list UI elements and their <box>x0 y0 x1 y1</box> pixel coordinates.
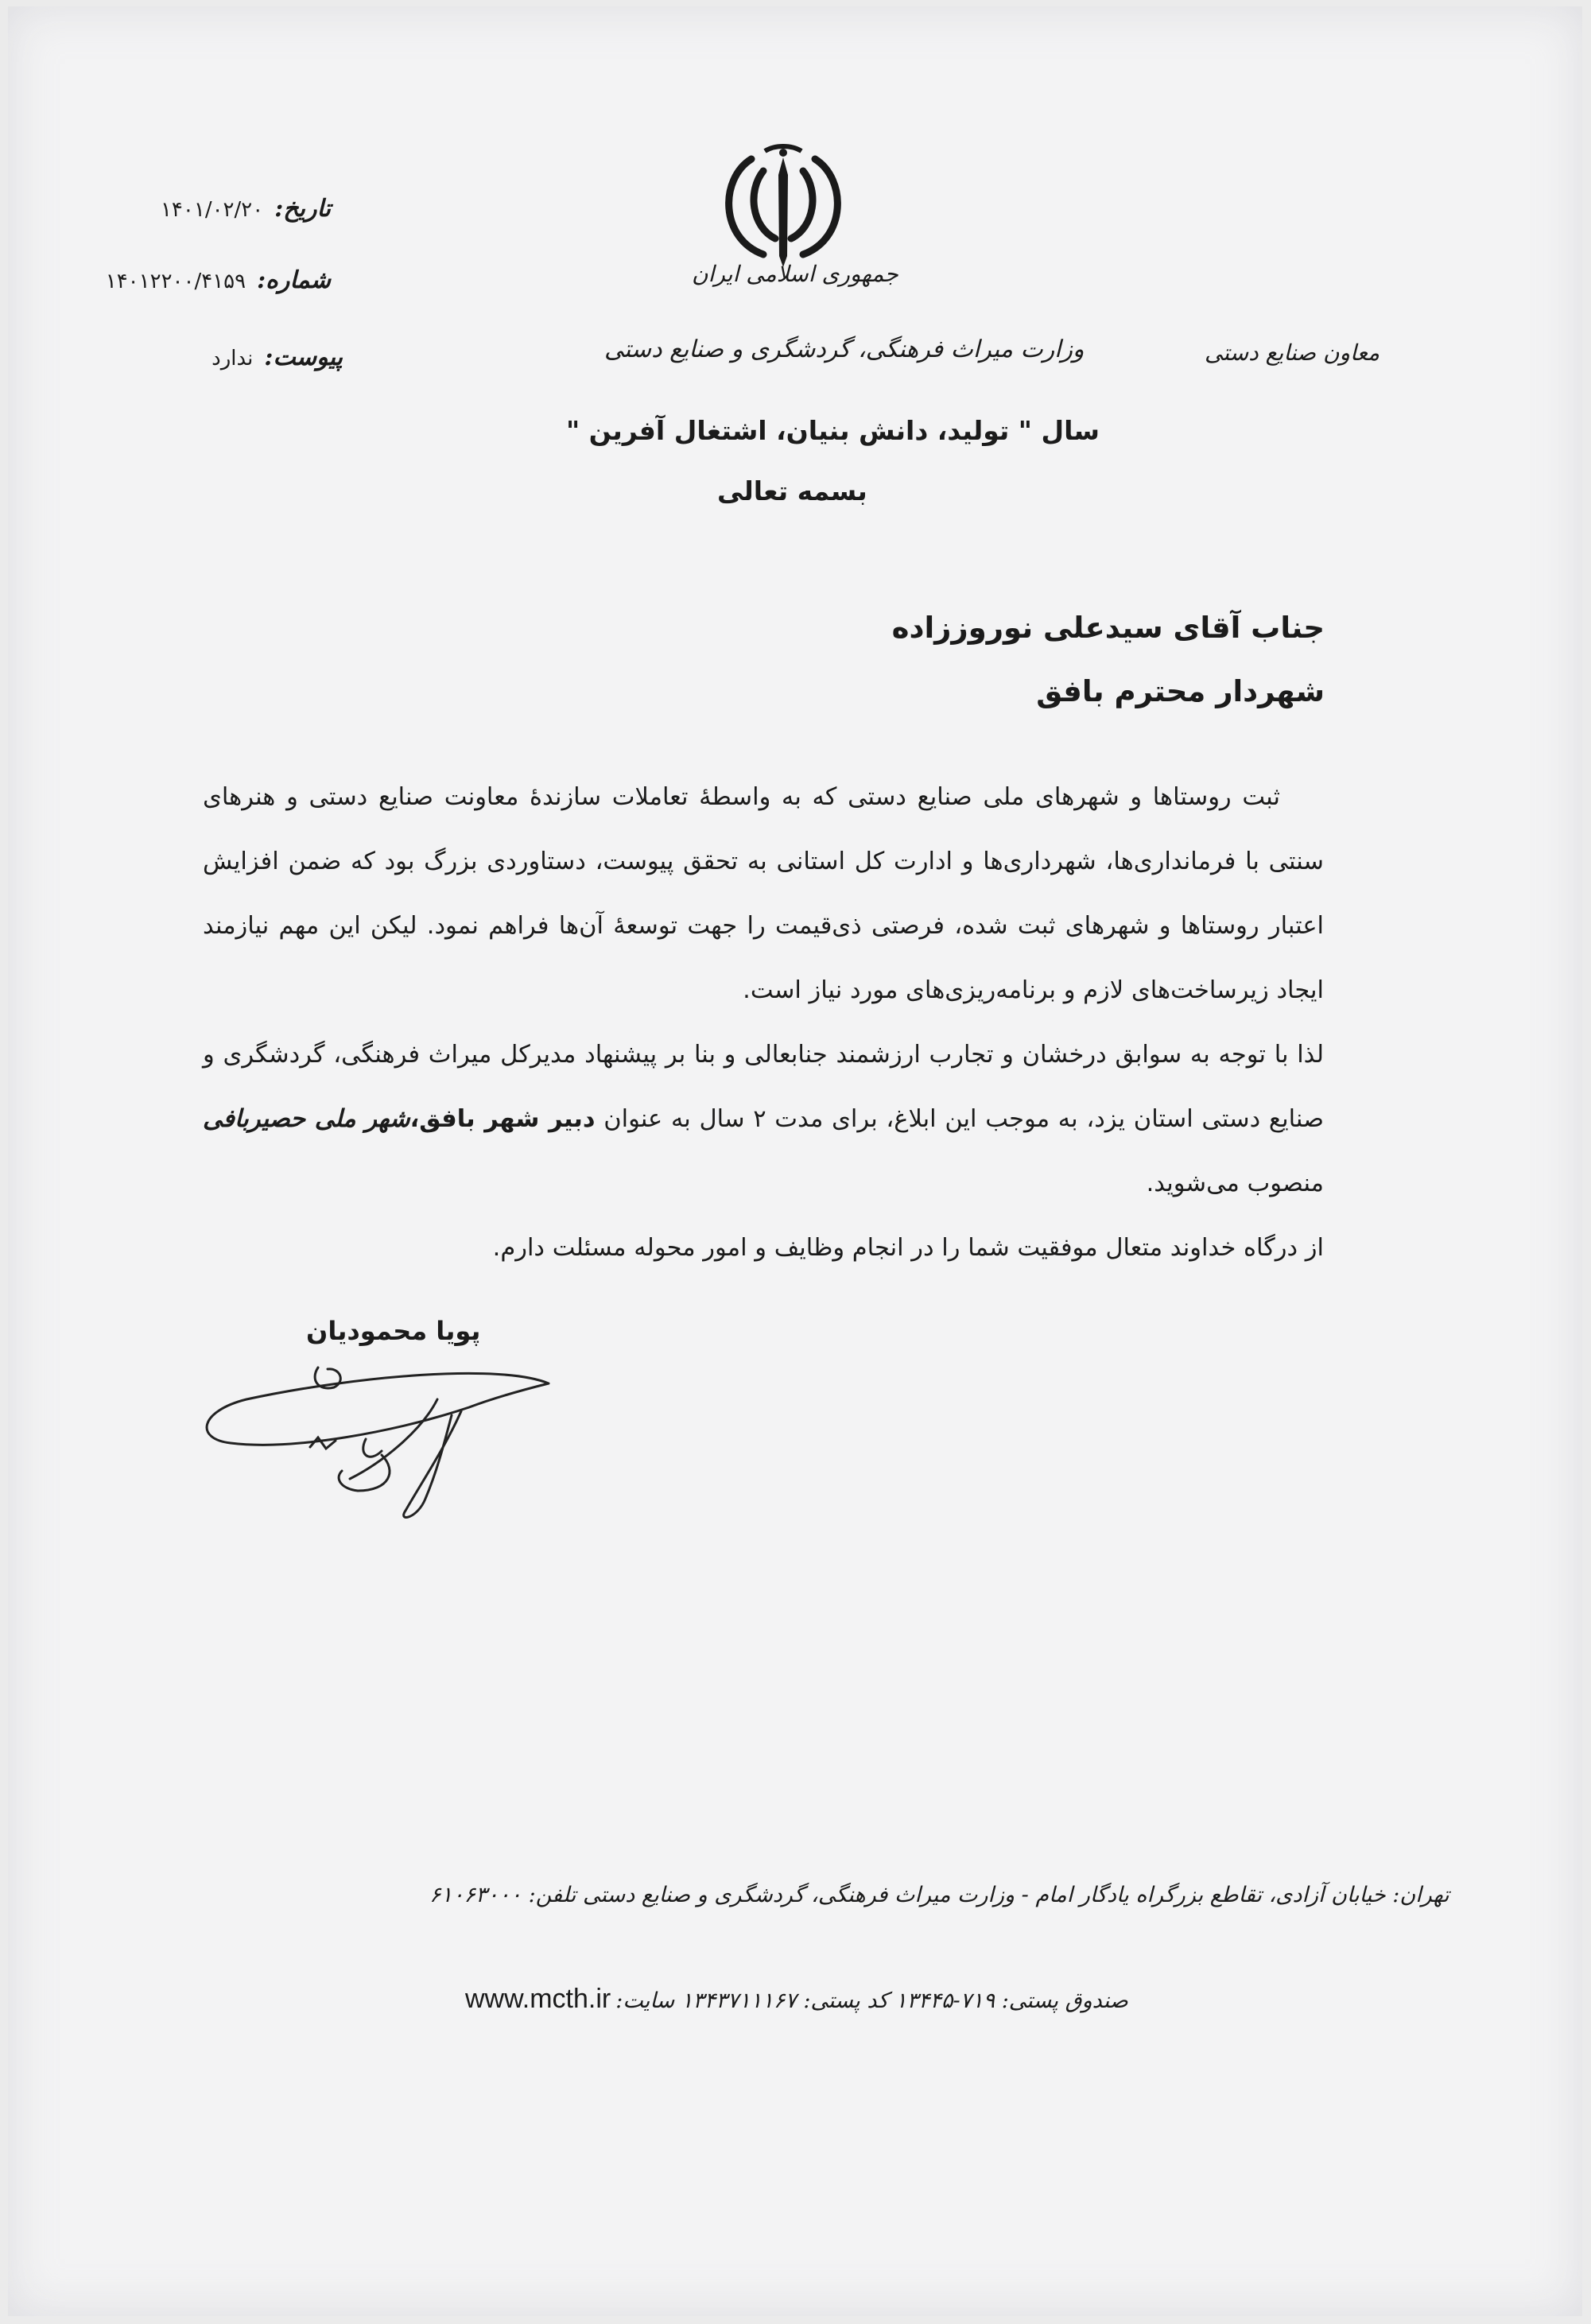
appointment-city-title: شهر ملی حصیربافی <box>203 1105 410 1133</box>
footer-website-link[interactable]: www.mcth.ir <box>465 1984 611 2014</box>
date-value: ۱۴۰۱/۰۲/۲۰ <box>160 198 264 222</box>
paragraph-2-start: لذا با توجه به سوابق درخشان و تجارب ارزشمند جنابعالی و بنا بر پیشنهاد مدیرکل میراث فرهنگی، گردشگری و صنایع دستی استان یزد، به موجب این ابلاغ، برای مدت ۲ سال به عنوان <box>203 1041 1324 1133</box>
addressee-name: جناب آقای سیدعلی نوروززاده <box>891 611 1325 645</box>
number-row <box>106 266 331 294</box>
body-paragraph-1: ثبت روستاها و شهرهای ملی صنایع دستی که به واسطهٔ تعاملات سازندهٔ معاونت صنایع دستی و هنرهای سنتی با فرمانداری‌ها، شهرداری‌ها و ادارت کل استانی به تحقق پیوست، دستاوردی بزرگ بود که ضمن افزایش اعتبار روستاها و شهرهای ثبت شده، فرصتی ذی‌قیمت را جهت توسعهٔ آن‌ها فراهم نمود. لیکن این مهم نیازمند ایجاد زیرساخت‌های لازم و برنامه‌ریزی‌های مورد نیاز است. <box>203 783 1324 1004</box>
date-row <box>161 195 331 223</box>
invocation: بسمه تعالی <box>717 475 867 506</box>
year-slogan: سال " تولید، دانش بنیان، اشتغال آفرین " <box>566 415 1100 446</box>
number-value: ۱۴۰۱۲۲۰۰/۴۱۵۹ <box>105 270 246 293</box>
paragraph-2-end: منصوب می‌شوید. <box>1146 1170 1324 1197</box>
number-label: شماره: <box>257 266 331 294</box>
footer-contact-row <box>465 1984 1128 2015</box>
footer-address: تهران: خیابان آزادی، تقاطع بزرگراه یادگار امام - وزارت میراث فرهنگی، گردشگری و صنایع دستی تلفن: ۶۱۰۶۳۰۰۰ <box>429 1883 1449 1907</box>
attachment-label: پیوست: <box>264 343 343 371</box>
addressee-title: شهردار محترم بافق <box>1036 674 1325 708</box>
ministry-name: وزارت میراث فرهنگی، گردشگری و صنایع دستی <box>604 336 1085 363</box>
body-paragraph-3: از درگاه خداوند متعال موفقیت شما را در انجام وظایف و امور محوله مسئلت دارم. <box>492 1234 1324 1262</box>
attachment-value: ندارد <box>211 347 254 371</box>
country-name: جمهوری اسلامی ایران <box>692 261 898 287</box>
department-name: معاون صنایع دستی <box>1205 339 1380 366</box>
body-paragraph-2 <box>203 1022 1324 1216</box>
letter-body <box>203 765 1324 1280</box>
appointment-role: دبیر شهر بافق، <box>409 1105 596 1133</box>
signer-name: پویا محمودیان <box>306 1316 481 1346</box>
iran-emblem-icon <box>716 143 851 270</box>
footer-postal: صندوق پستی: ۷۱۹-۱۳۴۴۵ کد پستی: ۱۳۴۳۷۱۱۱۶۷ سایت: <box>615 1988 1128 2013</box>
handwritten-signature <box>199 1344 565 1527</box>
attachment-row <box>211 343 343 371</box>
date-label: تاریخ: <box>274 195 331 223</box>
